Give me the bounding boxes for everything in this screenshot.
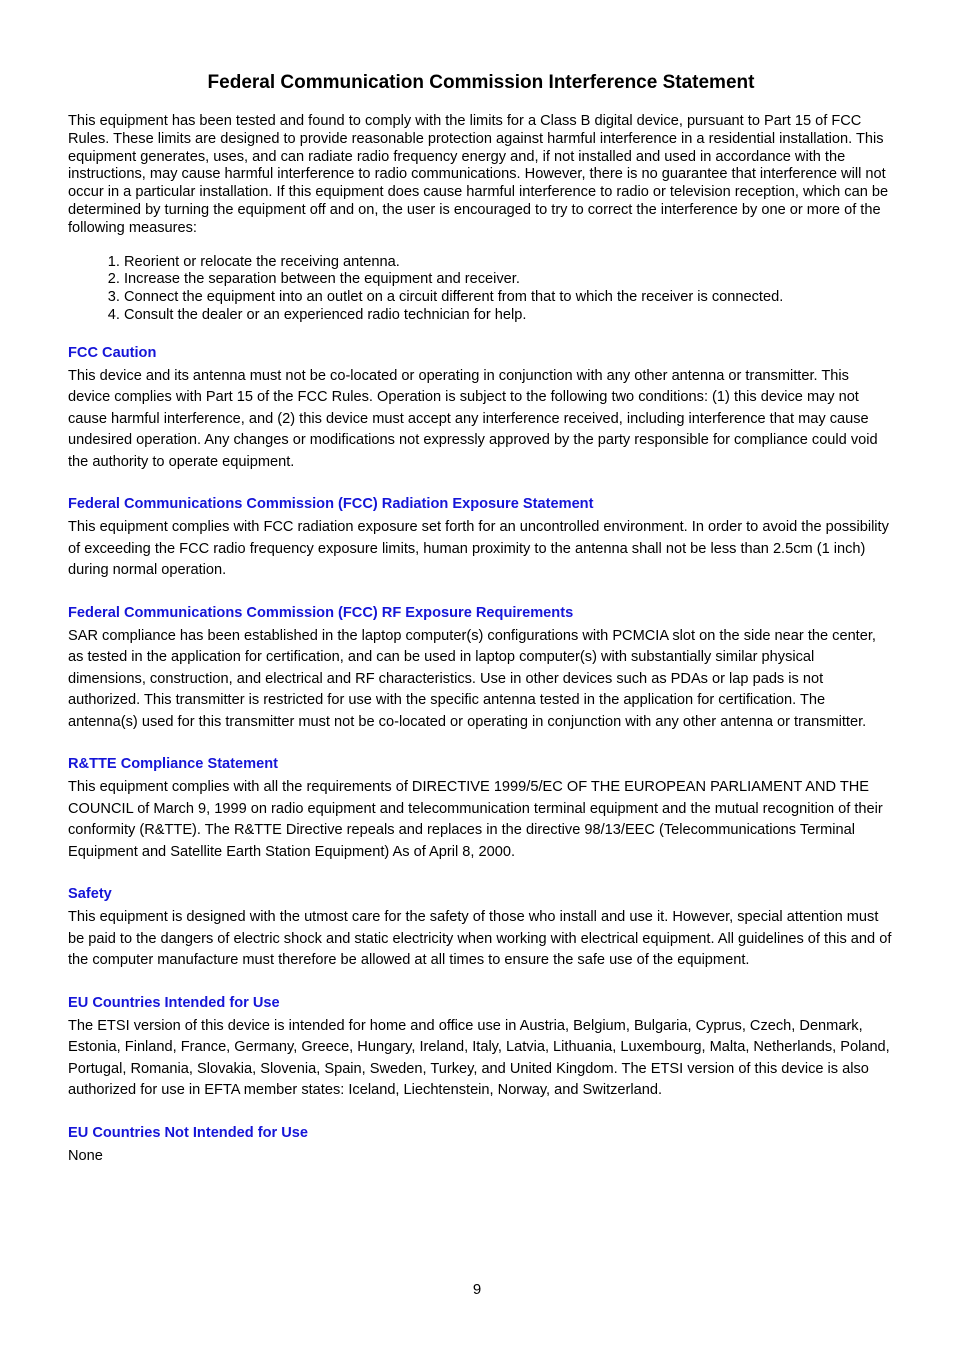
section-body: None — [68, 1147, 103, 1164]
section-rf-exposure — [68, 604, 894, 734]
measures-list — [68, 254, 894, 325]
section-eu-intended — [68, 994, 894, 1102]
list-item: 2. Increase the separation between the equipment and receiver. — [124, 271, 894, 289]
document-page — [68, 70, 894, 1167]
section-heading: Federal Communications Commission (FCC) Radiation Exposure Statement — [68, 496, 594, 513]
section-body: SAR compliance has been established in the laptop computer(s) configurations with PCMCIA slot on the side near the center, as tested in the application for certification, and can be used in laptop computer(s) with substantially similar physical dimensions, construction, and electrical and RF characteristics. Use in other devices such as PDAs or lap pads is not authorized. This transmitter is restricted for use with the specific antenna tested in the application for certification. The antenna(s) used for this transmitter must not be co-located or operating in conjunction with any other antenna or transmitter. — [68, 627, 876, 730]
page-number: 9 — [472, 1281, 482, 1298]
section-body: The ETSI version of this device is intended for home and office use in Austria, Belgium, Bulgaria, Cyprus, Czech, Denmark, Estonia, Finland, France, Germany, Greece, Hungary, Ireland, Italy, Latvia, Lithuania, Luxembourg, Malta, Netherlands, Poland, Portugal, Romania, Slovakia, Slovenia, Spain, Sweden, Turkey, and United Kingdom. The ETSI version of this device is also authorized for use in EFTA member states: Iceland, Liechtenstein, Norway, and Switzerland. — [68, 1017, 890, 1099]
list-item: 1. Reorient or relocate the receiving antenna. — [124, 254, 894, 272]
list-item: 3. Connect the equipment into an outlet on a circuit different from that to which the receiver is connected. — [124, 289, 894, 307]
section-safety — [68, 885, 894, 972]
section-fcc-caution — [68, 344, 894, 474]
section-rtte-compliance — [68, 755, 894, 863]
section-body: This equipment is designed with the utmost care for the safety of those who install and use it. However, special attention must be paid to the dangers of electric shock and static electricity when working with electrical equipment. All guidelines of this and of the computer manufacture must therefore be allowed at all times to ensure the safe use of the equipment. — [68, 909, 892, 969]
section-heading: R&TTE Compliance Statement — [68, 756, 279, 773]
section-heading: EU Countries Not Intended for Use — [68, 1124, 308, 1141]
section-heading: EU Countries Intended for Use — [68, 994, 280, 1011]
list-item: 4. Consult the dealer or an experienced radio technician for help. — [124, 307, 894, 325]
section-body: This device and its antenna must not be co-located or operating in conjunction with any other antenna or transmitter. This device complies with Part 15 of the FCC Rules. Operation is subject to the following two conditions: (1) this device may not cause harmful interference, and (2) this device must accept any interference received, including interference that may cause undesired operation. Any changes or modifications not expressly approved by the party responsible for compliance could void the authority to operate equipment. — [68, 367, 878, 470]
section-heading: FCC Caution — [68, 344, 157, 361]
section-body: This equipment complies with all the requirements of DIRECTIVE 1999/5/EC OF THE EUROPEAN PARLIAMENT AND THE COUNCIL of March 9, 1999 on radio equipment and telecommunication terminal equipment and the mutual recognition of their conformity (R&TTE). The R&TTE Directive repeals and replaces in the directive 98/13/EEC (Telecommunications Terminal Equipment and Satellite Earth Station Equipment) As of April 8, 2000. — [68, 779, 883, 860]
section-radiation-exposure — [68, 495, 894, 582]
section-heading: Safety — [68, 886, 112, 903]
section-body: This equipment complies with FCC radiation exposure set forth for an uncontrolled environment. In order to avoid the possibility of exceeding the FCC radio frequency exposure limits, human proximity to the antenna shall not be less than 2.5cm (1 inch) during normal operation. — [68, 519, 889, 579]
section-heading: Federal Communications Commission (FCC) RF Exposure Requirements — [68, 604, 574, 621]
page-title: Federal Communication Commission Interference Statement — [207, 72, 755, 93]
intro-paragraph: This equipment has been tested and found to comply with the limits for a Class B digital device, pursuant to Part 15 of FCC Rules. These limits are designed to provide reasonable protection against harmful interference in a residential installation. This equipment generates, uses, and can radiate radio frequency energy and, if not installed and used in accordance with the instructions, may cause harmful interference to radio communications. However, there is no guarantee that interference will not occur in a particular installation. If this equipment does cause harmful interference to radio or television reception, which can be determined by turning the equipment off and on, the user is encouraged to try to correct the interference by one or more of the following measures: — [68, 113, 889, 236]
section-eu-not-intended — [68, 1124, 894, 1168]
